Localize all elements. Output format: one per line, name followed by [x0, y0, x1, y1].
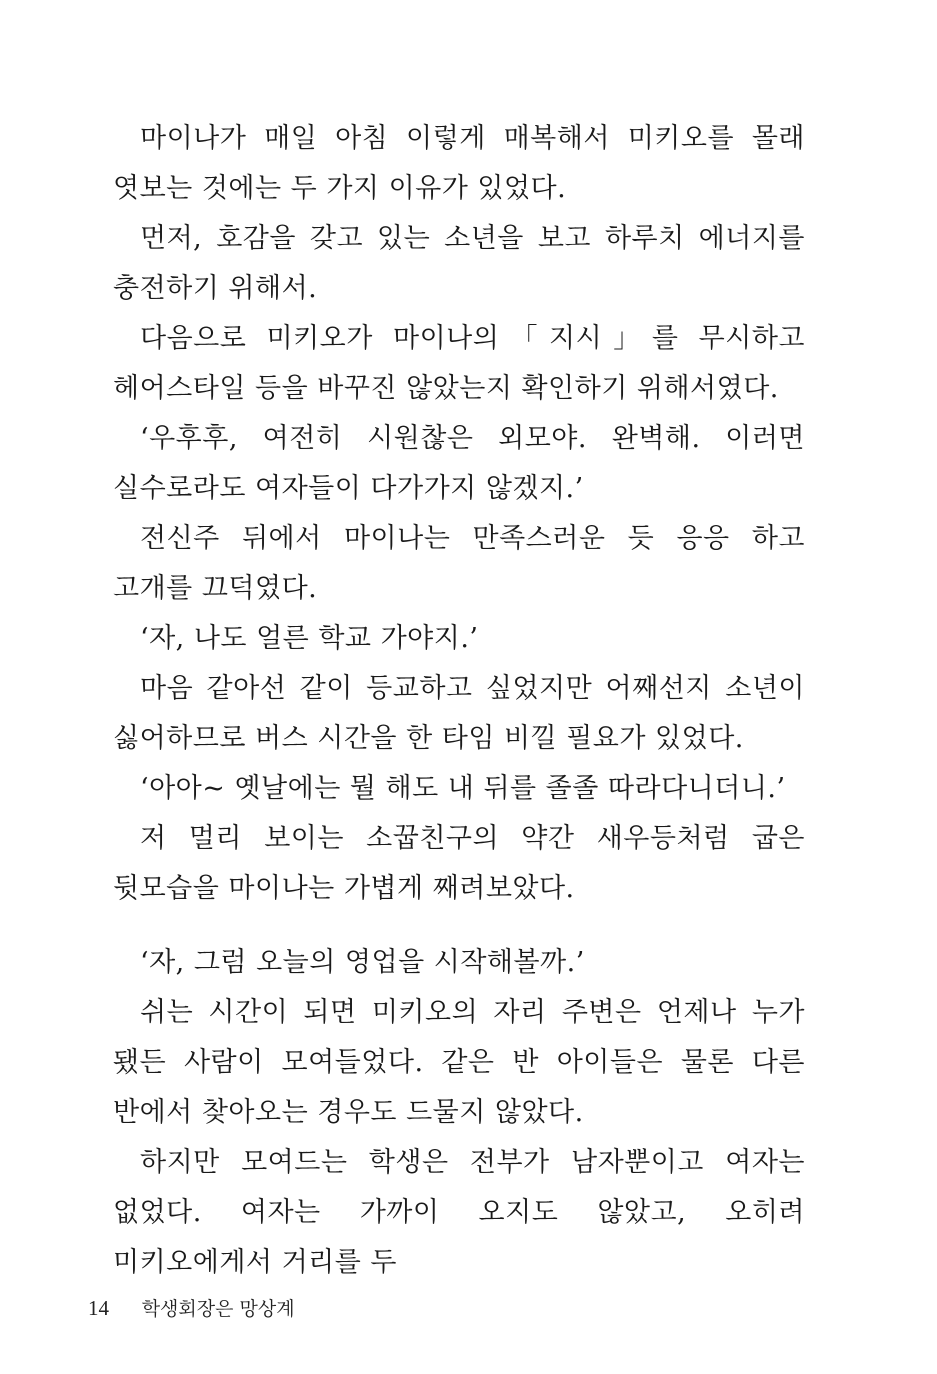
paragraph: 먼저, 호감을 갖고 있는 소년을 보고 하루치 에너지를 충전하기 위해서.: [113, 223, 805, 304]
running-title: 학생회장은 망상계: [141, 1298, 295, 1320]
paragraph: ‘자, 나도 얼른 학교 가야지.’: [140, 623, 479, 654]
paragraph: 하지만 모여드는 학생은 전부가 남자뿐이고 여자는 없었다. 여자는 가까이 오지도 않았고, 오히려 미키오에게서 거리를 두: [113, 1147, 805, 1278]
body-text-section-2: [113, 938, 805, 1288]
paragraph: 마음 같아선 같이 등교하고 싶었지만 어째선지 소년이 싫어하므로 버스 시간을 한 타임 비낄 필요가 있었다.: [113, 673, 805, 754]
paragraph: 마이나가 매일 아침 이렇게 매복해서 미키오를 몰래 엿보는 것에는 두 가지 이유가 있었다.: [113, 123, 805, 204]
paragraph: 저 멀리 보이는 소꿉친구의 약간 새우등처럼 굽은 뒷모습을 마이나는 가볍게 째려보았다.: [113, 823, 805, 904]
page-footer: [88, 1294, 295, 1321]
page-number: 14: [88, 1296, 109, 1320]
paragraph: ‘자, 그럼 오늘의 영업을 시작해볼까.’: [140, 947, 585, 978]
paragraph: 쉬는 시간이 되면 미키오의 자리 주변은 언제나 누가 됐든 사람이 모여들었다. 같은 반 아이들은 물론 다른 반에서 찾아오는 경우도 드물지 않았다.: [113, 997, 805, 1128]
body-text-section-1: [113, 114, 805, 914]
paragraph: 다음으로 미키오가 마이나의「지시」를 무시하고 헤어스타일 등을 바꾸진 않았는지 확인하기 위해서였다.: [113, 323, 805, 404]
paragraph: ‘아아~ 옛날에는 뭘 해도 내 뒤를 졸졸 따라다니더니.’: [140, 773, 786, 804]
paragraph: 전신주 뒤에서 마이나는 만족스러운 듯 응응 하고 고개를 끄덕였다.: [113, 523, 805, 604]
paragraph: ‘우후후, 여전히 시원찮은 외모야. 완벽해. 이러면 실수로라도 여자들이 다가가지 않겠지.’: [113, 423, 805, 504]
